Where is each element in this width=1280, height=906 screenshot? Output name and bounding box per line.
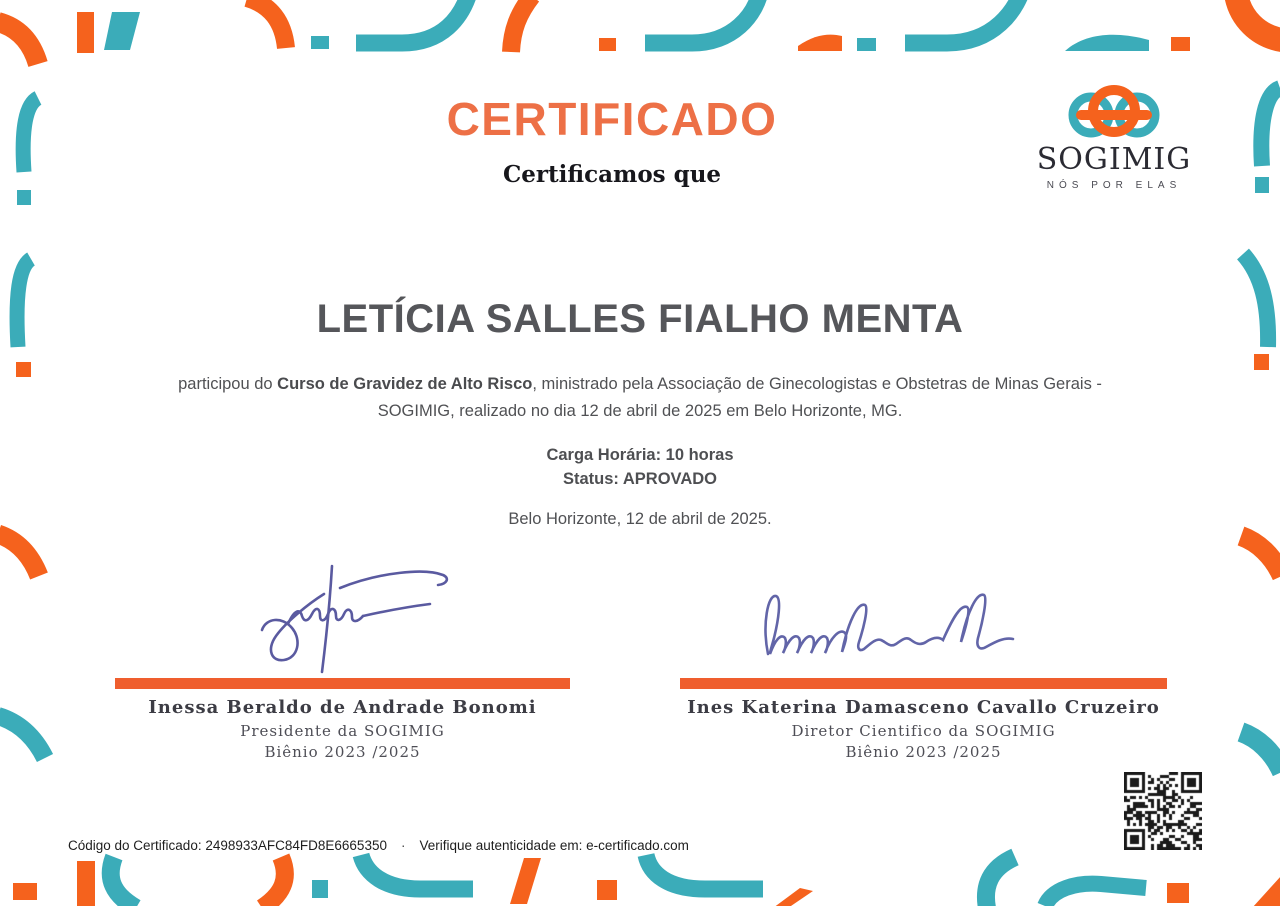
signature-right	[748, 582, 1068, 662]
certificate-subtitle: Certificamos que	[502, 161, 722, 188]
signature-rule-left	[115, 678, 570, 689]
signer-term: Biênio 2023 /2025	[264, 743, 421, 761]
signature-left	[228, 560, 458, 675]
date-line: Belo Horizonte, 12 de abril de 2025.	[508, 510, 772, 528]
signer-left	[115, 697, 570, 761]
certificate-title: CERTIFICADO	[446, 93, 778, 145]
signer-role: Presidente da SOGIMIG	[240, 722, 445, 740]
signer-role: Diretor Cientifico da SOGIMIG	[791, 722, 1056, 740]
footer	[68, 838, 689, 853]
qr-code	[1124, 772, 1202, 850]
certificate-code: Código do Certificado: 2498933AFC84FD8E6665350	[68, 838, 387, 853]
footer-separator: ·	[400, 838, 406, 853]
body-intro: participou do	[178, 375, 278, 393]
signer-term: Biênio 2023 /2025	[845, 743, 1002, 761]
workload-line: Carga Horária: 10 horas	[546, 446, 734, 464]
status-line: Status: APROVADO	[562, 470, 717, 488]
course-name: Curso de Gravidez de Alto Risco	[277, 375, 533, 393]
interlocking-rings-icon	[1036, 84, 1192, 144]
signer-name: Ines Katerina Damasceno Cavallo Cruzeiro	[687, 697, 1160, 718]
verification-text: Verifique autenticidade em: e-certificado.com	[419, 838, 689, 853]
logo-tagline: NÓS POR ELAS	[1046, 180, 1182, 191]
certificate-body-text	[175, 371, 1105, 425]
logo-wordmark: SOGIMIG	[1036, 142, 1192, 177]
recipient-name: LETÍCIA SALLES FIALHO MENTA	[316, 297, 964, 341]
certificate-meta	[0, 443, 1280, 491]
signer-name: Inessa Beraldo de Andrade Bonomi	[148, 697, 537, 718]
body-rest: , ministrado pela Associação de Ginecologistas e Obstetras de Minas Gerais - SOGIMIG, realizado no dia 12 de abril de 2025 em Belo Horizonte, MG.	[377, 375, 1102, 420]
signer-right	[680, 697, 1167, 761]
sogimig-logo	[1036, 84, 1192, 191]
signature-rule-right	[680, 678, 1167, 689]
